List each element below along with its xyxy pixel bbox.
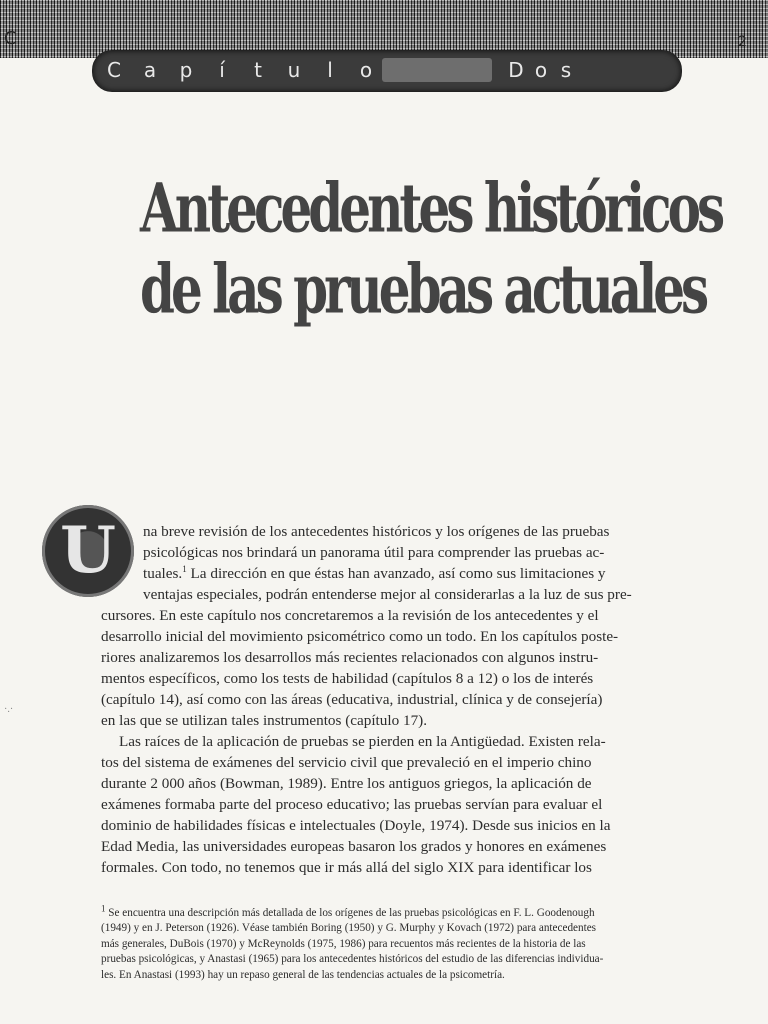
chapter-letter: o <box>359 58 373 82</box>
paragraph-1-body <box>101 605 693 731</box>
chapter-letter: p <box>179 58 193 82</box>
drop-cap <box>42 505 134 597</box>
text-line: durante 2 000 años (Bowman, 1989). Entre los antiguos griegos, la aplicación de <box>101 775 592 792</box>
text-line: (capítulo 14), así como con las áreas (educativa, industrial, clínica y de consejería) <box>101 691 603 708</box>
paragraph-1-indented <box>143 521 693 605</box>
footnote-line: (1949) y en J. Peterson (1926). Véase también Boring (1950) y G. Murphy y Kovach (1972) para antecedentes <box>101 922 597 935</box>
footnote-line: más generales, DuBois (1970) y McReynolds (1975, 1986) para recuentos más recientes de la historia de las <box>101 937 586 950</box>
chapter-number-letter: s <box>560 58 572 82</box>
chapter-letter: u <box>287 58 301 82</box>
drop-cap-letter: U <box>60 513 116 588</box>
text-line: ventajas especiales, podrán entenderse mejor al considerarlas a la luz de sus pre- <box>143 586 632 603</box>
chapter-letter: t <box>254 58 262 82</box>
chapter-number <box>506 58 576 82</box>
text-fragment: tuales. <box>143 565 183 582</box>
corner-mark-left: C <box>4 28 17 49</box>
footnote-marker: 1 <box>101 903 106 914</box>
text-line: Las raíces de la aplicación de pruebas se pierden en la Antigüedad. Existen rela- <box>119 733 606 750</box>
paragraph-2 <box>101 731 693 878</box>
corner-mark-right: 2 <box>738 34 747 50</box>
footnote-reference[interactable]: 1 <box>182 563 187 574</box>
text-line: psicológicas nos brindará un panorama útil para comprender las pruebas ac- <box>143 544 605 561</box>
chapter-title-line-2: de las pruebas actuales <box>140 249 706 329</box>
footnote <box>101 903 697 983</box>
text-line: riores analizaremos los desarrollos más recientes relacionados con algunos instru- <box>101 649 599 666</box>
footnote-line: les. En Anastasi (1993) hay un repaso general de las tendencias actuales de la psicometría. <box>101 968 505 981</box>
footnote-line <box>101 903 697 921</box>
text-line <box>143 563 693 584</box>
text-fragment: La dirección en que éstas han avanzado, así como sus limitaciones y <box>186 565 606 582</box>
text-line: Edad Media, las universidades europeas basaron los grados y honores en exámenes <box>101 838 607 855</box>
text-line: exámenes formaba parte del proceso educativo; las pruebas servían para evaluar el <box>101 796 603 813</box>
text-line: dominio de habilidades físicas e intelectuales (Doyle, 1974). Desde sus inicios en la <box>101 817 611 834</box>
text-line: desarrollo inicial del movimiento psicométrico como un todo. En los capítulos poste- <box>101 628 619 645</box>
chapter-label <box>104 58 376 82</box>
text-line: mentos específicos, como los tests de habilidad (capítulos 8 a 12) o los de interés <box>101 670 594 687</box>
chapter-letter: C <box>107 58 121 82</box>
margin-mark: ·.· <box>4 704 14 715</box>
text-line: cursores. En este capítulo nos concretaremos a la revisión de los antecedentes y el <box>101 607 599 624</box>
chapter-divider <box>382 58 492 82</box>
text-line: en las que se utilizan tales instrumentos (capítulo 17). <box>101 712 428 729</box>
chapter-number-letter: D <box>508 58 524 82</box>
text-line: formales. Con todo, no tenemos que ir más allá del siglo XIX para identificar los <box>101 859 592 876</box>
chapter-letter: l <box>327 58 333 82</box>
chapter-letter: a <box>143 58 157 82</box>
chapter-number-letter: o <box>534 58 548 82</box>
footnote-line: pruebas psicológicas, y Anastasi (1965) para los antecedentes históricos del estudio de las diferencias individua- <box>101 953 604 966</box>
chapter-letter: í <box>219 58 225 82</box>
footnote-text: Se encuentra una descripción más detallada de los orígenes de las pruebas psicológicas en F. L. Goodenough <box>105 907 595 919</box>
text-line: na breve revisión de los antecedentes históricos y los orígenes de las pruebas <box>143 523 610 540</box>
chapter-title-line-1: Antecedentes históricos <box>140 168 722 248</box>
text-line: tos del sistema de exámenes del servicio civil que prevaleció en el imperio chino <box>101 754 592 771</box>
chapter-title <box>140 168 722 330</box>
